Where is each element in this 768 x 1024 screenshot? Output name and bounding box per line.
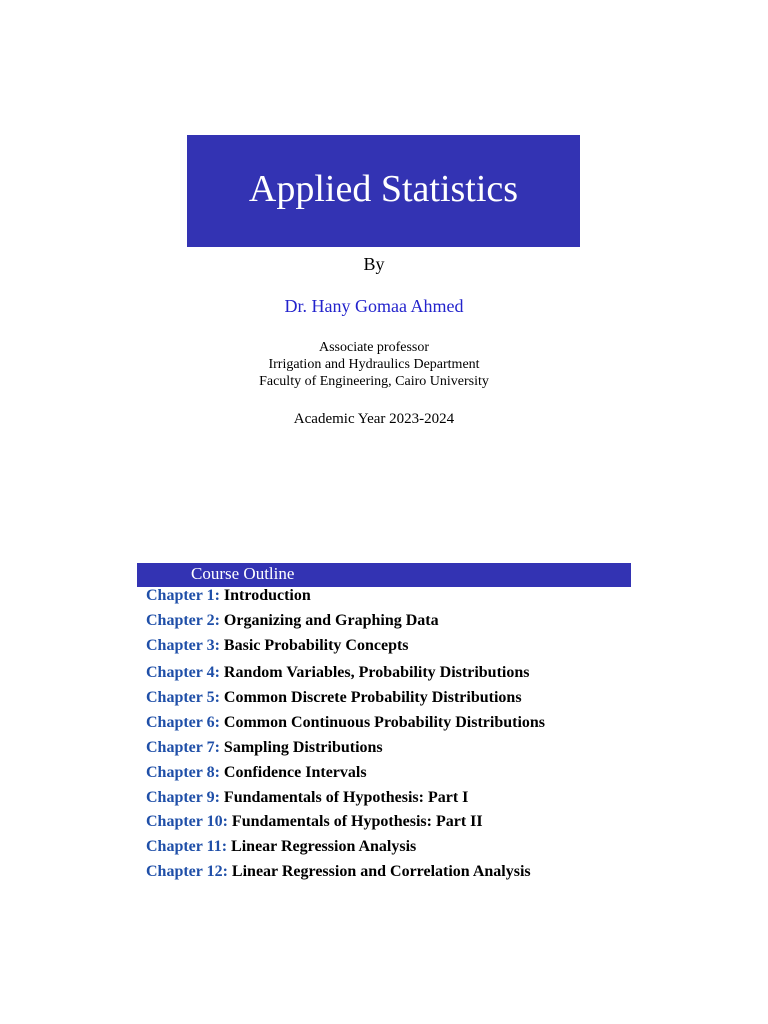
chapter-number: Chapter 10: (146, 813, 228, 830)
chapter-name: Sampling Distributions (223, 739, 383, 756)
chapter-name: Organizing and Graphing Data (223, 612, 439, 629)
chapter-name: Introduction (223, 587, 311, 604)
author-department: Irrigation and Hydraulics Department (268, 357, 480, 372)
chapter-name: Basic Probability Concepts (223, 637, 409, 654)
chapter-number: Chapter 5: (146, 689, 220, 706)
chapter-number: Chapter 2: (146, 612, 220, 629)
chapter-number: Chapter 9: (146, 789, 220, 806)
title-banner (187, 135, 580, 247)
course-outline-title: Course Outline (191, 564, 295, 583)
document-title: Applied Statistics (248, 168, 519, 210)
chapter-name: Fundamentals of Hypothesis: Part II (231, 813, 483, 830)
chapter-number: Chapter 12: (146, 863, 228, 880)
chapter-number: Chapter 8: (146, 764, 220, 781)
chapter-item (146, 713, 545, 733)
chapter-item (146, 663, 529, 683)
chapter-number: Chapter 11: (146, 838, 228, 855)
author-faculty: Faculty of Engineering, Cairo University (259, 374, 489, 389)
chapter-item (146, 837, 416, 857)
chapter-number: Chapter 1: (146, 587, 220, 604)
chapter-item (146, 636, 409, 656)
chapter-number: Chapter 6: (146, 714, 220, 731)
chapter-item (146, 586, 311, 606)
chapter-item (146, 788, 468, 808)
chapter-item (146, 862, 531, 882)
author-name: Dr. Hany Gomaa Ahmed (284, 296, 464, 316)
by-label: By (363, 254, 385, 274)
author-position: Associate professor (318, 340, 430, 355)
chapter-item (146, 763, 367, 783)
chapter-item (146, 611, 439, 631)
chapter-name: Confidence Intervals (223, 764, 367, 781)
chapter-number: Chapter 4: (146, 664, 220, 681)
chapter-name: Common Discrete Probability Distributions (223, 689, 522, 706)
course-outline-header (137, 563, 631, 587)
chapter-item (146, 738, 383, 758)
chapter-name: Linear Regression and Correlation Analysis (231, 863, 531, 880)
chapter-item (146, 812, 483, 832)
academic-year: Academic Year 2023-2024 (293, 411, 455, 427)
chapter-number: Chapter 3: (146, 637, 220, 654)
chapter-number: Chapter 7: (146, 739, 220, 756)
chapter-name: Fundamentals of Hypothesis: Part I (223, 789, 469, 806)
chapter-name: Random Variables, Probability Distributions (223, 664, 530, 681)
chapter-name: Common Continuous Probability Distributions (223, 714, 546, 731)
chapter-name: Linear Regression Analysis (231, 838, 417, 855)
chapter-item (146, 688, 522, 708)
